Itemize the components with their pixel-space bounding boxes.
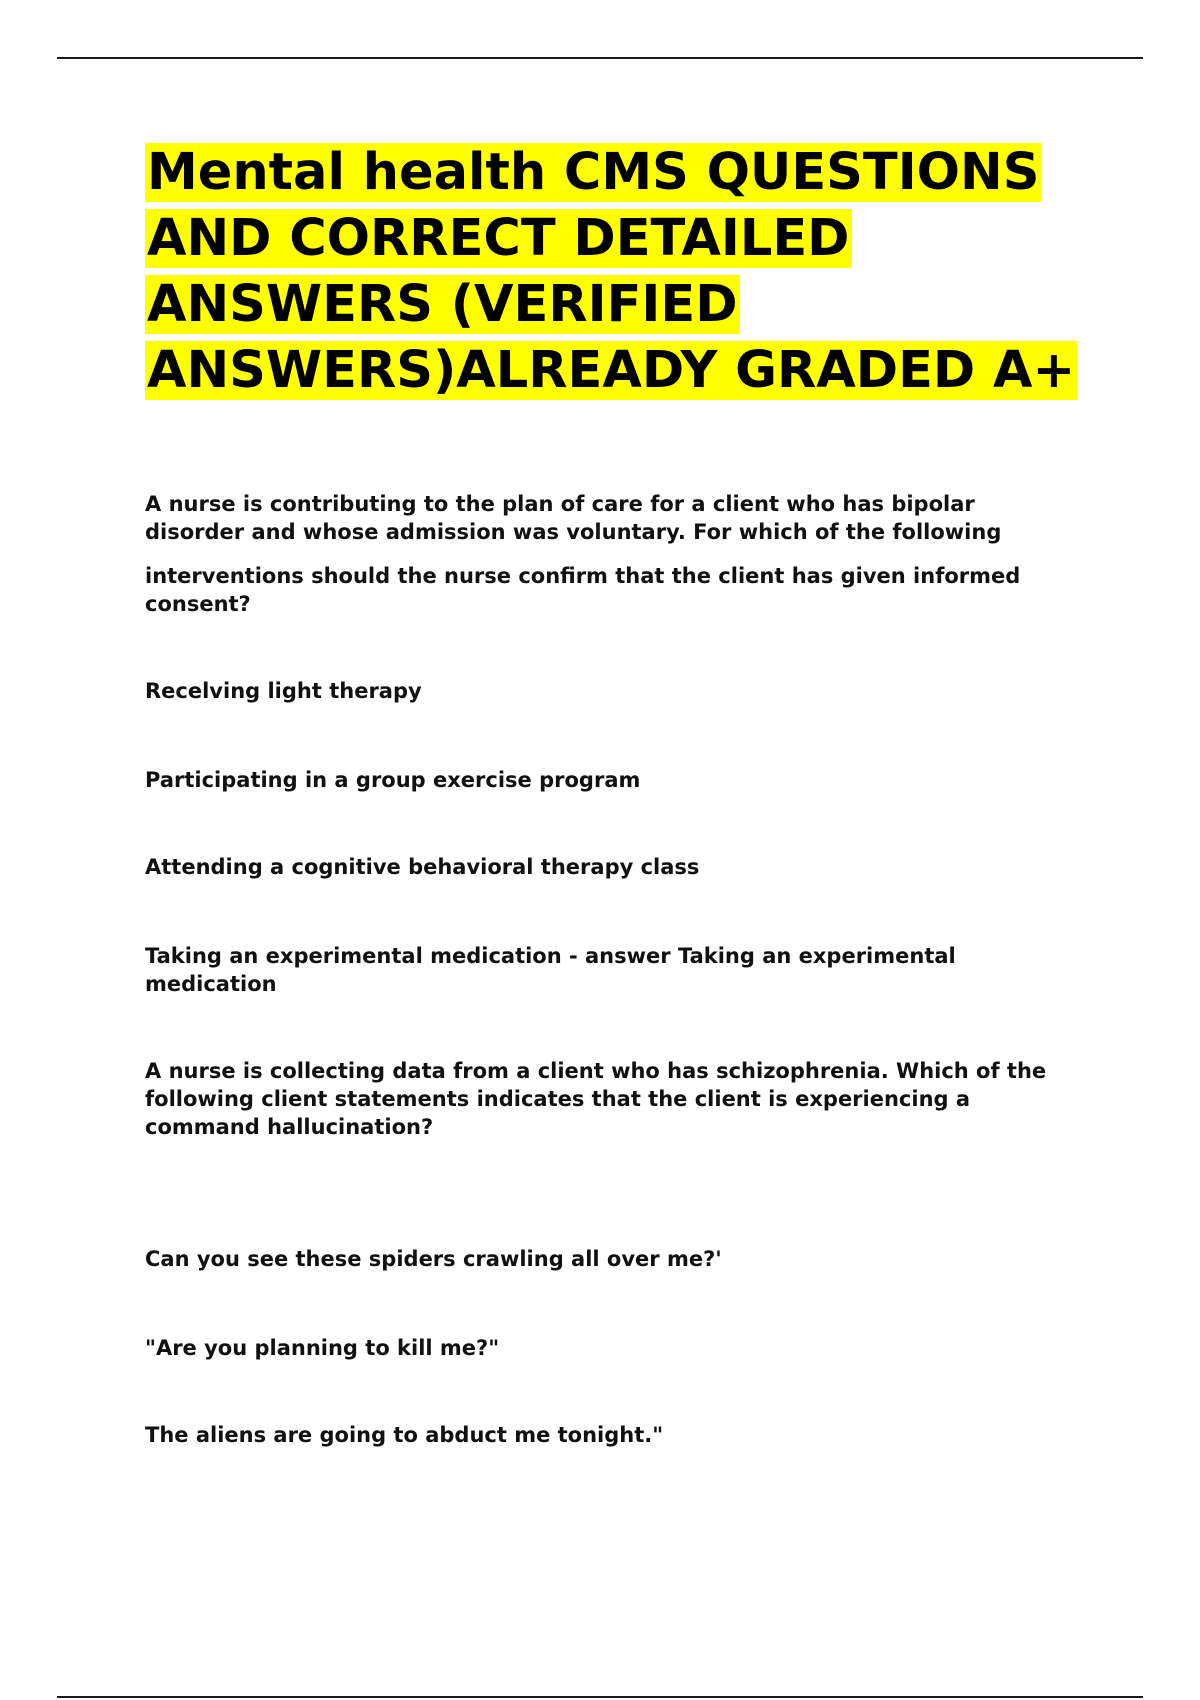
question-1-stem-part-2: interventions should the nurse confirm that the client has given informed consent? (145, 564, 1021, 616)
title-highlight: Mental health CMS QUESTIONS AND CORRECT DETAILED ANSWERS (VERIFIED ANSWERS)ALREADY GRADED A+ (147, 143, 1076, 400)
question-2-option-1: Can you see these spiders crawling all over me?' (145, 1247, 722, 1271)
document-title (145, 140, 1085, 404)
bottom-divider (57, 1696, 1143, 1698)
question-2-stem: A nurse is collecting data from a client who has schizophrenia. Which of the following client statements indicates that the client is experiencing a command hallucination? (145, 1059, 1047, 1139)
question-2-option-3: The aliens are going to abduct me tonight." (145, 1423, 664, 1447)
question-1-option-2: Participating in a group exercise program (145, 768, 641, 792)
top-divider (57, 57, 1143, 59)
question-1-option-1: Recelving light therapy (145, 679, 422, 703)
question-1-stem-part-1: A nurse is contributing to the plan of care for a client who has bipolar disorder and whose admission was voluntary. For which of the following (145, 492, 1002, 544)
question-1-option-3: Attending a cognitive behavioral therapy class (145, 855, 700, 879)
question-1-option-4-with-answer: Taking an experimental medication - answer Taking an experimental medication (145, 944, 956, 996)
question-2-option-2: "Are you planning to kill me?" (145, 1336, 500, 1360)
